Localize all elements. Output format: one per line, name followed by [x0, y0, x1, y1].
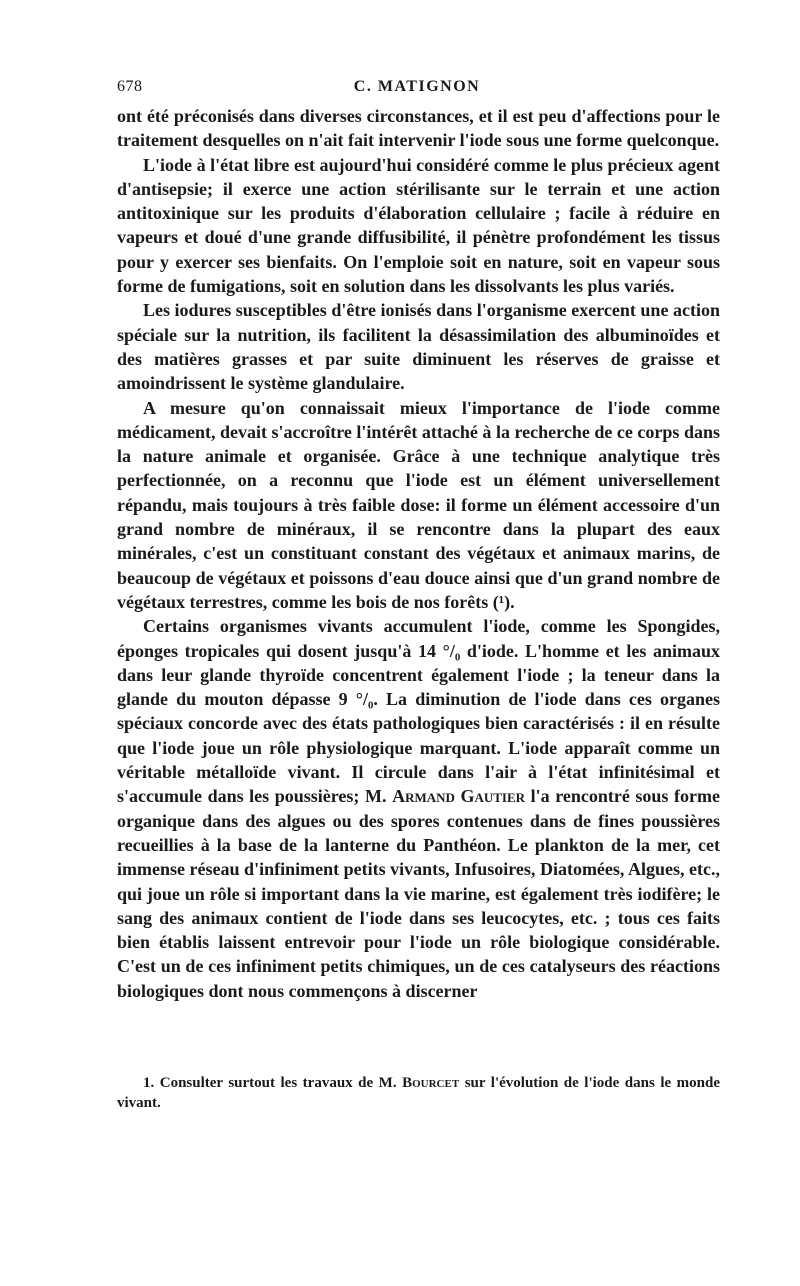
body-text	[117, 104, 720, 1003]
footnote-text	[117, 1073, 720, 1113]
paragraph-organismes	[117, 614, 720, 1003]
paragraph-iode-libre: L'iode à l'état libre est aujourd'hui considéré comme le plus précieux agent d'antisepsie; il exerce une action stérilisante sur le terrain et une action antitoxinique sur les produits d'élaboration cellulaire ; facile à réduire en vapeurs et doué d'une grande diffusibilité, il pénètre profondément les tissus pour y exercer ses bienfaits. On l'emploie soit en nature, soit en vapeur sous forme de fumigations, soit en solution dans les dissolvants les plus variés.	[117, 154, 720, 297]
page-header	[117, 78, 717, 102]
paragraph-iodures: Les iodures susceptibles d'être ionisés dans l'organisme exercent une action spéciale sur la nutrition, ils facilitent la désassimilation des albuminoïdes et des matières grasses et par suite diminuent les réserves de graisse et amoindrissent le système glandulaire.	[117, 300, 720, 394]
footnote-part-a: 1. Consulter surtout les travaux de M.	[143, 1075, 397, 1091]
paragraph-organismes-part-a: Certains organismes vivants accumulent l'iode, comme les Spongides, éponges tropicales qui dosent jusqu'à 14 °/₀ d'iode. L'homme et les animaux dans leur glande thyroïde concentrent également l'iode ; la teneur dans la glande du mouton dépasse 9 °/₀. La diminution de l'iode dans ces organes spéciaux concorde avec des états pathologiques bien caractérisés : il en résulte que l'iode joue un rôle physiologique marquant. L'iode apparaît comme un véritable métalloïde vivant. Il circule dans l'air à l'état infinitésimal et s'accumule dans les poussières; M.	[117, 616, 720, 807]
footnote	[117, 1073, 720, 1113]
page-number: 678	[117, 78, 143, 95]
author-name: Armand Gautier	[392, 786, 526, 807]
paragraph-organismes-part-b: l'a rencontré sous forme organique dans des algues ou des spores contenues dans de fines poussières recueillies à la base de la lanterne du Panthéon. Le plankton de la mer, cet immense réseau d'infiniment petits vivants, Infusoires, Diatomées, Algues, etc., qui joue un rôle si important dans la vie marine, est également très iodifère; le sang des animaux contient de l'iode dans ses leucocytes, etc. ; tous ces faits bien établis laissent entrevoir pour l'iode un rôle biologique considérable. C'est un de ces infiniment petits chimiques, un de ces catalyseurs des réactions biologiques dont nous commençons à discerner	[117, 786, 720, 1001]
paragraph-continued: ont été préconisés dans diverses circonstances, et il est peu d'affections pour le traitement desquelles on n'ait fait intervenir l'iode sous une forme quelconque.	[117, 106, 720, 151]
footnote-author-name: Bourcet	[402, 1075, 460, 1091]
paragraph-mesure: A mesure qu'on connaissait mieux l'importance de l'iode comme médicament, devait s'accroître l'intérêt attaché à la recherche de ce corps dans la nature animale et organisée. Grâce à une technique analytique très perfectionnée, on a reconnu que l'iode est un élément universellement répandu, mais toujours à très faible dose: il forme un élément accessoire d'un grand nombre de minéraux, il se rencontre dans la plupart des eaux minérales, c'est un constituant constant des végétaux et animaux marins, de beaucoup de végétaux et poissons d'eau douce ainsi que d'un grand nombre de végétaux terrestres, comme les bois de nos forêts (¹).	[117, 397, 720, 612]
footnote-part-b: sur l'évolution de l'iode dans le monde vivant.	[117, 1075, 721, 1111]
running-head: C. MATIGNON	[353, 78, 481, 95]
